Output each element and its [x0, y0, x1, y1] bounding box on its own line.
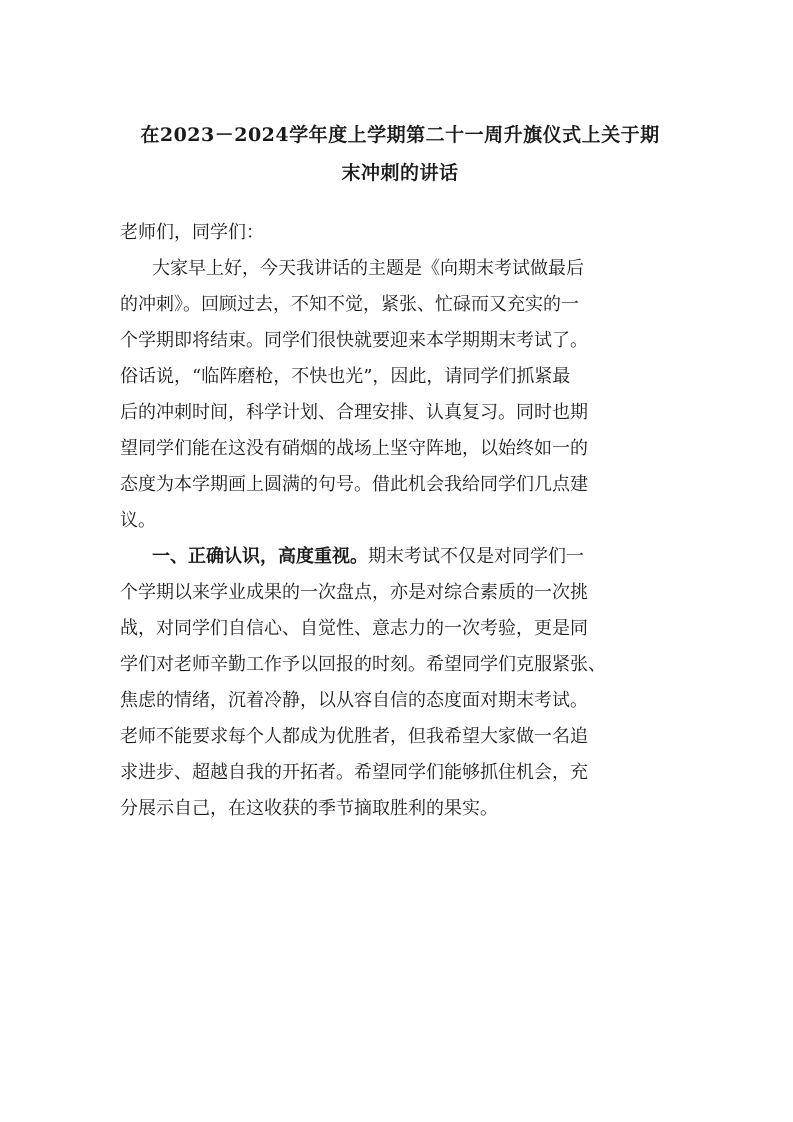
paragraph-line: 态度为本学期画上圆满的句号。借此机会我给同学们几点建 — [120, 474, 588, 495]
title-line: 末冲刺的讲话 — [341, 162, 459, 184]
paragraph-line: 的冲刺》。回顾过去，不知不觉，紧张、忙碌而又充实的一 — [120, 294, 579, 315]
paragraph-line: 大家早上好，今天我讲话的主题是《向期末考试做最后 — [152, 258, 584, 279]
paragraph-line: 后的冲刺时间，科学计划、合理安排、认真复习。同时也期 — [120, 402, 588, 423]
paragraph-line — [120, 539, 680, 575]
paragraph-greeting — [120, 251, 680, 539]
paragraph-line: 战，对同学们自信心、自觉性、意志力的一次考验，更是同 — [120, 618, 588, 639]
paragraph-line: 议。 — [120, 510, 156, 531]
paragraph-section-one — [120, 539, 680, 827]
document-page — [120, 116, 680, 827]
paragraph-line: 个学期即将结束。同学们很快就要迎来本学期期末考试了。 — [120, 330, 588, 351]
section-text: 期末考试不仅是对同学们一 — [368, 546, 584, 567]
paragraph-line: 分展示自己，在这收获的季节摘取胜利的果实。 — [120, 798, 498, 819]
salutation: 老师们，同学们： — [120, 222, 264, 243]
paragraph-line: 老师不能要求每个人都成为优胜者，但我希望大家做一名追 — [120, 726, 588, 747]
paragraph-line: 俗话说，“临阵磨枪，不快也光”，因此，请同学们抓紧最 — [120, 366, 571, 387]
title-line: 在2023－2024学年度上学期第二十一周升旗仪式上关于期 — [140, 124, 660, 146]
document-title — [120, 116, 680, 192]
section-heading: 一、正确认识，高度重视。 — [152, 546, 368, 567]
paragraph-line: 焦虑的情绪，沉着冷静，以从容自信的态度面对期末考试。 — [120, 690, 588, 711]
paragraph-line: 求进步、超越自我的开拓者。希望同学们能够抓住机会，充 — [120, 762, 588, 783]
paragraph-line: 望同学们能在这没有硝烟的战场上坚守阵地，以始终如一的 — [120, 438, 588, 459]
paragraph-line: 个学期以来学业成果的一次盘点，亦是对综合素质的一次挑 — [120, 582, 588, 603]
paragraph-line: 学们对老师辛勤工作予以回报的时刻。希望同学们克服紧张、 — [120, 654, 606, 675]
